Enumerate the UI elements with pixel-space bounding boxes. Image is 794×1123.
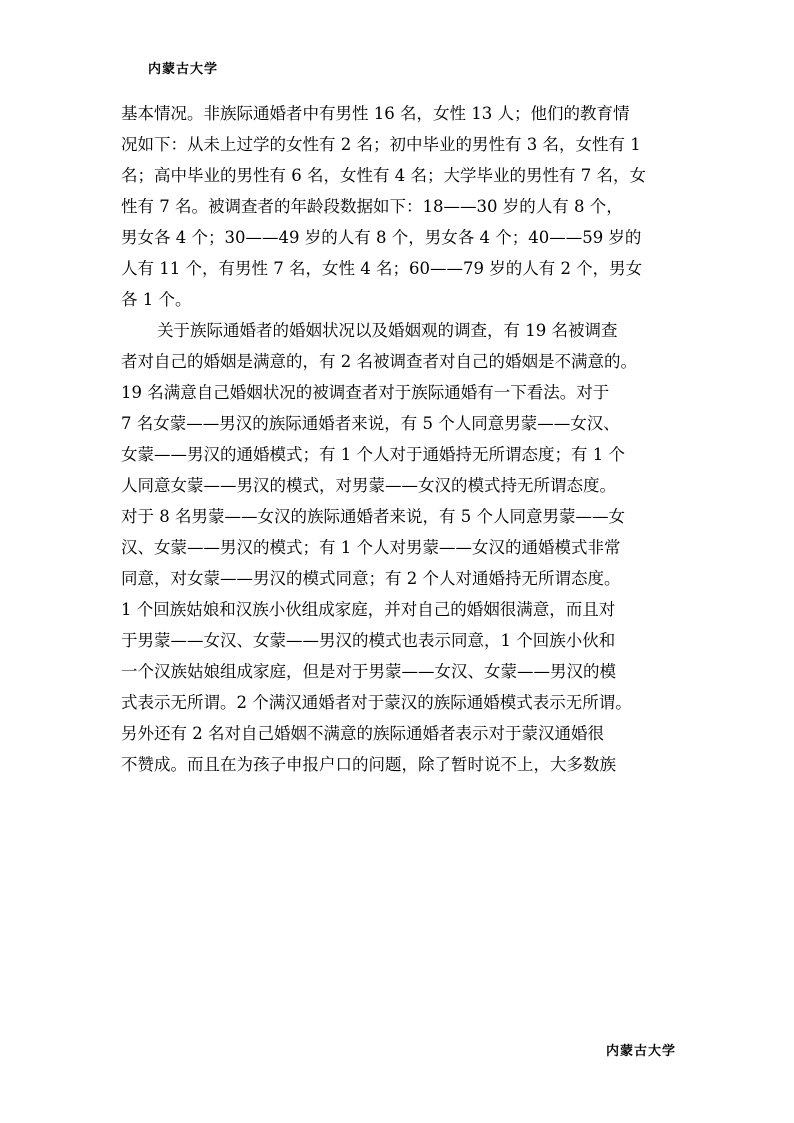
text-line: 人同意女蒙——男汉的模式，对男蒙——女汉的模式持无所谓态度。 — [121, 476, 616, 495]
text-line: 一个汉族姑娘组成家庭，但是对于男蒙——女汉、女蒙——男汉的模 — [121, 662, 616, 681]
text-line: 不赞成。而且在为孩子申报户口的问题，除了暂时说不上，大多数族 — [121, 755, 616, 774]
text-line: 各 1 个。 — [121, 290, 192, 309]
text-line: 者对自己的婚姻是满意的，有 2 名被调查者对自己的婚姻是不满意的。 — [121, 352, 637, 371]
text-line: 同意，对女蒙——男汉的模式同意；有 2 个人对通婚持无所谓态度。 — [121, 569, 621, 588]
text-line: 对于 8 名男蒙——女汉的族际通婚者来说，有 5 个人同意男蒙——女 — [121, 507, 625, 526]
text-line: 1 个回族姑娘和汉族小伙组成家庭，并对自己的婚姻很满意，而且对 — [121, 600, 616, 619]
text-line: 况如下：从未上过学的女性有 2 名；初中毕业的男性有 3 名，女性有 1 — [121, 135, 641, 154]
document-body — [121, 98, 681, 780]
text-line: 性有 7 名。被调查者的年龄段数据如下：18——30 岁的人有 8 个， — [121, 197, 623, 216]
text-line: 男女各 4 个；30——49 岁的人有 8 个，男女各 4 个；40——59 岁的 — [121, 228, 642, 247]
footer-university-label: 内蒙古大学 — [606, 1044, 677, 1059]
text-line: 另外还有 2 名对自己婚姻不满意的族际通婚者表示对于蒙汉通婚很 — [121, 724, 604, 743]
text-line: 名；高中毕业的男性有 6 名，女性有 4 名；大学毕业的男性有 7 名，女 — [121, 166, 646, 185]
text-line: 人有 11 个，有男性 7 名，女性 4 名；60——79 岁的人有 2 个，男女 — [121, 259, 643, 278]
text-line: 女蒙——男汉的通婚模式；有 1 个人对于通婚持无所谓态度；有 1 个 — [121, 445, 625, 464]
text-line: 7 名女蒙——男汉的族际通婚者来说，有 5 个人同意男蒙——女汉、 — [121, 414, 620, 433]
text-line: 式表示无所谓。2 个满汉通婚者对于蒙汉的族际通婚模式表示无所谓。 — [121, 693, 632, 712]
text-line: 19 名满意自己婚姻状况的被调查者对于族际通婚有一下看法。对于 — [121, 383, 610, 402]
text-line: 汉、女蒙——男汉的模式；有 1 个人对男蒙——女汉的通婚模式非常 — [121, 538, 621, 557]
paragraph-first-line: 关于族际通婚者的婚姻状况以及婚姻观的调查，有 19 名被调查 — [157, 321, 618, 340]
text-line: 于男蒙——女汉、女蒙——男汉的模式也表示同意，1 个回族小伙和 — [121, 631, 616, 650]
header-university-label: 内蒙古大学 — [148, 62, 219, 77]
text-line: 基本情况。非族际通婚者中有男性 16 名，女性 13 人；他们的教育情 — [121, 104, 630, 123]
